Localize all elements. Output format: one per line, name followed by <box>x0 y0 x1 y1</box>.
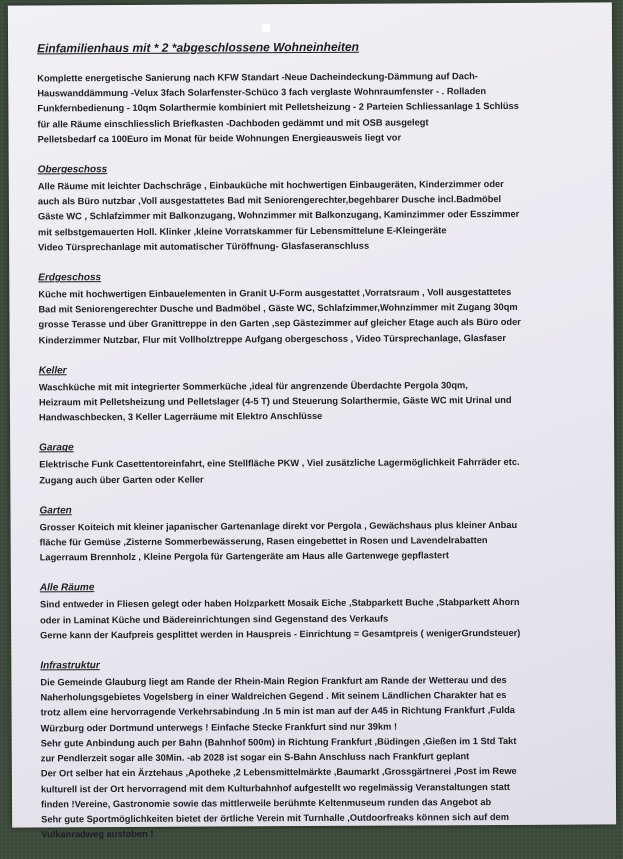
section-line: Würzburg oder Dortmund unterwegs ! Einfache Stecke Frankfurt sind nur 39km ! <box>40 721 398 734</box>
section-line: Naherholungsgebietes Vogelsberg in einer Waldreichen Gegend . Mit seinem Ländlichen Charakter hat es <box>40 690 507 703</box>
section-heading: Keller <box>38 365 67 377</box>
intro-line: Hauswanddämmung -Velux 3fach Solarfenster-Schüco 3 fach verglaste Wohnraumfenster - . Rolladen <box>37 86 487 99</box>
section-obergeschoss <box>38 161 598 256</box>
section-heading: Garage <box>39 442 74 454</box>
section-line: grosse Terasse und über Granittreppe in den Garten ,sep Gästezimmer auf gleicher Etage auch als Büro oder <box>38 317 521 330</box>
section-line: Zugang auch über Garten oder Keller <box>39 474 204 486</box>
section-line: Sehr gute Sportmöglichkeiten bietet der örtliche Verein mit Turnhalle ,Outdoorfreaks können sich auf dem <box>41 811 509 825</box>
section-line: finden !Vereine, Gastronomie sowie das mittlerweile berühmte Keltenmuseum runden das Angebot ab <box>41 796 492 810</box>
section-line: Gerne kann der Kaufpreis gesplittet werden in Hauspreis - Einrichtung = Gesamtpreis ( wenigerGrundsteuer) <box>40 627 521 641</box>
section-line: oder in Laminat Küche und Bädereinrichtungen sind Gegenstand des Verkaufs <box>40 613 389 626</box>
section-line: kulturell ist der Ort hervorragend mit dem Kulturbahnhof aufgestellt wo regelmässig Veranstaltungen statt <box>40 781 511 794</box>
intro-line: Funkfernbedienung - 10qm Solarthermie kombiniert mit Pelletsheizung - 2 Parteien Schliessanlage 1 Schlüss <box>37 101 519 114</box>
section-line: Waschküche mit mit integrierter Sommerküche ,ideal für angrenzende Überdachte Pergola 30qm, <box>38 380 468 393</box>
document-title: Einfamilienhaus mit * 2 *abgeschlossene Wohneinheiten <box>37 39 359 56</box>
document-content <box>37 39 601 859</box>
section-line: auch als Büro nutzbar ,Voll ausgestattetes Bad mit Seniorengerechter,begehbarer Dusche incl.Badmöbel <box>37 194 502 207</box>
intro-line: Pelletsbedarf ca 100Euro im Monat für beide Wohnungen Energieausweis liegt vor <box>37 132 402 145</box>
section-line: Lagerraum Brennholz , Kleine Pergola für Gartengeräte am Haus alle Gartenwege gepflastert <box>39 550 449 563</box>
section-line: Küche mit hochwertigen Einbauelementen in Granit U-Form ausgestattet ,Vorratsraum , Voll ausgestattetes <box>38 286 512 300</box>
section-line: Elektrische Funk Casettentoreinfahrt, eine Stellfläche PKW , Viel zusätzliche Lagermöglichkeit Fahrräder etc. <box>39 457 520 470</box>
section-line: Sind entweder in Fliesen gelegt oder haben Holzparkett Mosaik Eiche ,Stabparkett Buche ,Stabparkett Ahorn <box>39 597 520 610</box>
section-heading: Garten <box>39 505 72 517</box>
section-infrastruktur <box>40 657 601 843</box>
section-line: Bad mit Seniorengerechter Dusche und Badmöbel , Gäste WC, Schlafzimmer,Wohnzimmer mit Zugang 30qm <box>38 302 518 315</box>
section-line: Die Gemeinde Glauburg liegt am Rande der Rhein-Main Region Frankfurt am Rande der Wetterau und des <box>40 675 507 688</box>
paper-sheet <box>8 2 616 840</box>
section-line: Der Ort selber hat ein Ärztehaus ,Apotheke ,2 Lebensmittelmärkte ,Baumarkt ,Grossgärtnerei ,Post im Rewe <box>40 766 517 779</box>
section-line: Sehr gute Anbindung auch per Bahn (Bahnhof 500m) in Richtung Frankfurt ,Büdingen ,Gießen im 1 Std Takt <box>40 735 517 749</box>
punch-hole <box>262 24 270 32</box>
section-garten <box>39 501 599 566</box>
section-line: Kinderzimmer Nutzbar, Flur mit Vollholztreppe Aufgang obergeschoss , Video Türsprechanlage, Glasfaser <box>38 332 506 346</box>
section-alle-räume <box>40 579 600 644</box>
sections-container <box>38 161 602 843</box>
section-line: fläche für Gemüse ,Zisterne Sommerbewässerung, Rasen eingebettet in Rosen und Lavendelrabatten <box>39 535 488 548</box>
intro-line: für alle Räume einschliesslich Briefkasten -Dachboden gedämmt und mit OSB ausgelegt <box>37 116 429 130</box>
section-line: trotz allem eine hervorragende Verkehrsabindung .In 5 min ist man auf der A45 in Richtung Frankfurt ,Fulda <box>40 705 515 718</box>
section-line: Gäste WC , Schlafzimmer mit Balkonzugang, Wohnzimmer mit Balkonzugang, Kaminzimmer oder Esszimmer <box>37 209 520 222</box>
intro-line: Komplette energetische Sanierung nach KFW Standart -Neue Dacheindeckung-Dämmung auf Dach- <box>37 71 478 84</box>
section-erdgeschoss <box>38 269 598 349</box>
section-line: Handwaschbecken, 3 Keller Lagerräume mit Elektro Anschlüsse <box>38 411 323 423</box>
section-line: Video Türsprechanlage mit automatischer Türöffnung- Glasfaseranschluss <box>38 240 370 253</box>
section-line: mit selbstgemauerten Holl. Klinker ,kleine Vorratskammer für Lebensmittelune E-Kleingeräte <box>38 224 447 238</box>
section-heading: Erdgeschoss <box>38 272 102 284</box>
section-heading: Alle Räume <box>39 582 95 594</box>
section-line: Heizraum mit Pelletsheizung und Pelletslager (4-5 T) und Steuerung Solarthermie, Gäste WC mit Urinal und <box>38 395 512 408</box>
section-garage <box>39 439 599 488</box>
section-keller <box>39 361 599 426</box>
section-heading: Infrastruktur <box>40 660 100 672</box>
section-line: Alle Räume mit leichter Dachschräge , Einbauküche mit hochwertigen Einbaugeräten, Kinderzimmer oder <box>37 179 504 192</box>
section-heading: Obergeschoss <box>37 164 108 176</box>
intro-paragraph <box>37 69 597 148</box>
section-line: zur Pendlerzeit sogar alle 30Min. -ab 2028 ist sogar ein S-Bahn Anschluss nach Frankfurt geplant <box>40 751 470 764</box>
section-line: Vulkanradweg austoben ! <box>41 828 154 840</box>
section-line: Grosser Koiteich mit kleiner japanischer Gartenanlage direkt vor Pergola , Gewächshaus plus kleiner Anbau <box>39 519 518 533</box>
